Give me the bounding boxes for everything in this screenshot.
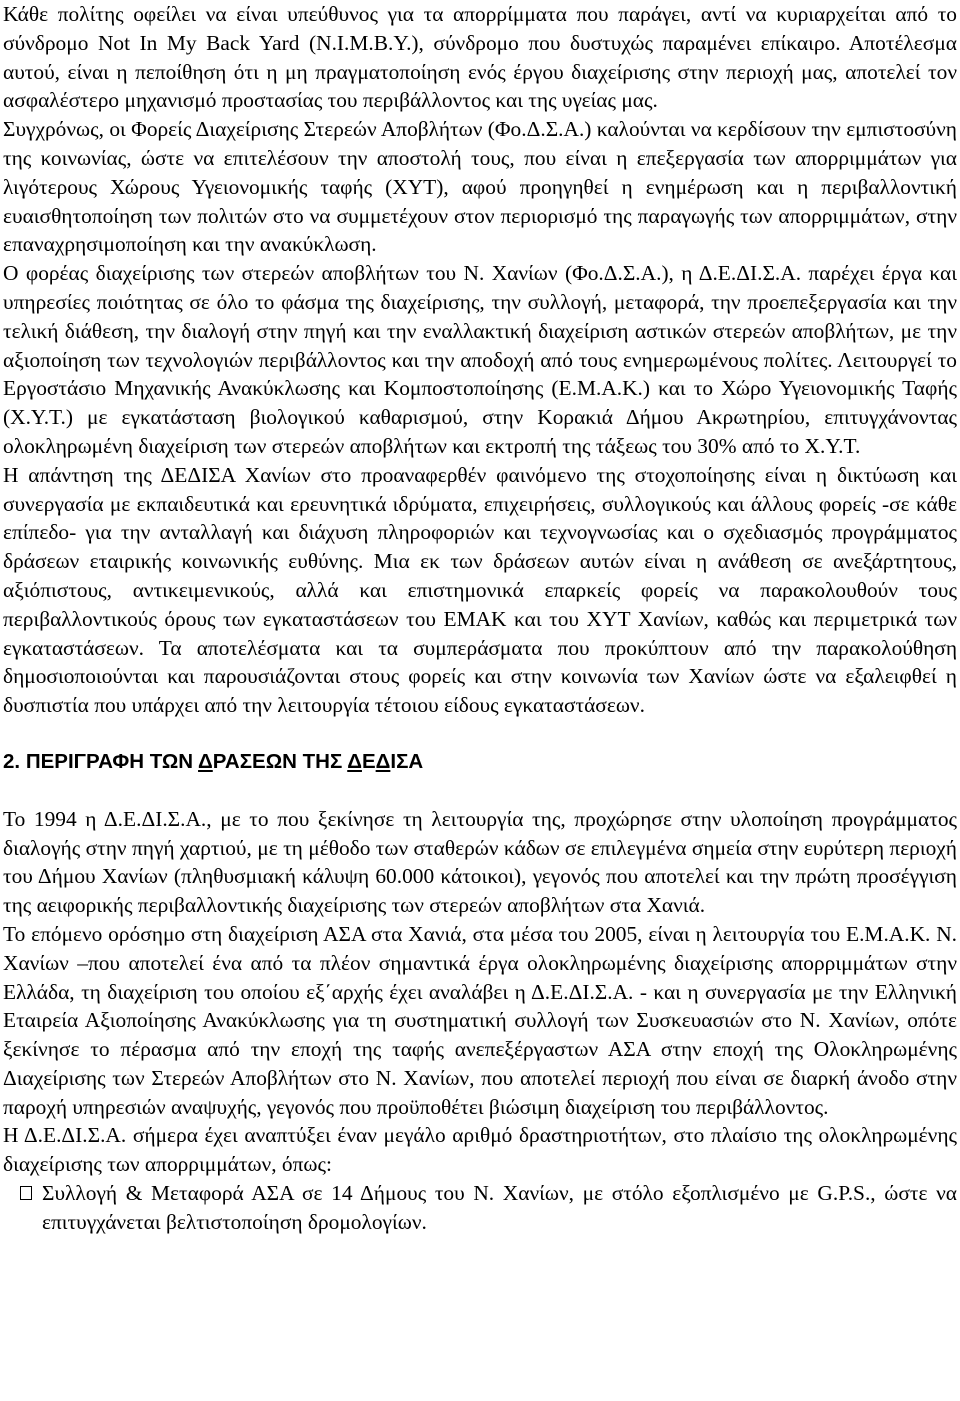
paragraph-emak-2005: Το επόμενο ορόσημο στη διαχείριση ΑΣΑ στα Χανιά, στα μέσα του 2005, είναι η λειτουργία του Ε.Μ.Α.Κ. Ν. Χανίων –που αποτελεί ένα από τα πλέον σημαντικά έργα ολοκληρωμένης διαχείρισης απορριμμάτων στην Ελλάδα, τη διαχείριση του οποίου εξ΄αρχής έχει αναλάβει η Δ.Ε.ΔΙ.Σ.Α. - και η συνεργασία με την Ελληνική Εταιρεία Αξιοποίησης Ανακύκλωσης για τη συστηματική συλλογή των Συσκευασιών στο Ν. Χανίων, οπότε ξεκίνησε το πέρασμα από την εποχή της ταφής ανεπεξέργαστων ΑΣΑ στην εποχή της Ολοκληρωμένης Διαχείρισης των Στερεών Αποβλήτων στο Ν. Χανίων, που αποτελεί περιοχή που είναι σε διαρκή άνοδο στην παροχή υπηρεσιών αναψυχής, γεγονός που προϋποθέτει βιώσιμη διαχείριση του περιβάλλοντος. bbox=[3, 921, 957, 1119]
section-title-mid2: Ε bbox=[361, 749, 376, 773]
list-item-text: Συλλογή & Μεταφορά ΑΣΑ σε 14 Δήμους του Ν. Χανίων, με στόλο εξοπλισμένο με G.P.S., ώστε να επιτυγχάνεται βελτιστοποίηση δρομολογίων. bbox=[42, 1181, 957, 1234]
section-title-suffix: ΙΣΑ bbox=[390, 749, 424, 773]
paragraph-activities-intro: Η Δ.Ε.ΔΙ.Σ.Α. σήμερα έχει αναπτύξει έναν μεγάλο αριθμό δραστηριοτήτων, στο πλαίσιο της ολοκληρωμένης διαχείρισης των απορριμμάτων, όπως: bbox=[3, 1123, 957, 1177]
section-title-prefix: ΠΕΡΙΓΡΑΦΗ ΤΩΝ bbox=[25, 749, 199, 773]
checkbox-bullet-icon bbox=[20, 1186, 32, 1200]
paragraph-nimby: Κάθε πολίτης οφείλει να είναι υπεύθυνος για τα απορρίμματα που παράγει, αντί να κυριαρχείται από το σύνδρομο Not In My Back Yard (N.I.M.B.Y.), σύνδρομο που δυστυχώς παραμένει επίκαιρο. Αποτέλεσμα αυτού, είναι η πεποίθηση ότι η μη πραγματοποίηση ενός έργου διαχείρισης στην περιοχή μας, αποτελεί τον ασφαλέστερο μηχανισμό προστασίας του περιβάλλοντος και της υγείας μας. bbox=[3, 2, 957, 113]
paragraph-dedisa-services: Ο φορέας διαχείρισης των στερεών αποβλήτων του Ν. Χανίων (Φο.Δ.Σ.Α.), η Δ.Ε.ΔΙ.Σ.Α. παρέχει έργα και υπηρεσίες ποιότητας σε όλο το φάσμα της διαχείρισης, την συλλογή, μεταφορά, την προεπεξεργασία και την τελική διάθεση, την διαλογή στην πηγή και την εναλλακτική διαχείριση αστικών στερεών αποβλήτων, με την αξιοποίηση των τεχνολογιών περιβάλλοντος και την αποδοχή από τους ενημερωμένους πολίτες. Λειτουργεί το Εργοστάσιο Μηχανικής Ανακύκλωσης και Κομποστοποίησης (Ε.Μ.Α.Κ.) και το Χώρο Υγειονομικής Ταφής (Χ.Υ.Τ.) με εγκατάσταση βιολογικού καθαρισμού, στην Κορακιά Δήμου Ακρωτηρίου, επιτυγχάνοντας ολοκληρωμένη διαχείριση των στερεών αποβλήτων και εκτροπή της τάξεως του 30% από το Χ.Υ.Τ. bbox=[3, 261, 957, 458]
paragraph-dedisa-response: Η απάντηση της ΔΕΔΙΣΑ Χανίων στο προαναφερθέν φαινόμενο της στοχοποίησης είναι η δικτύωση και συνεργασία με εκπαιδευτικά και ερευνητικά ιδρύματα, επιχειρήσεις, συλλογικούς και άλλους φορείς -σε κάθε επίπεδο- για την ανταλλαγή και διάχυση πληροφοριών και τεχνογνωσίας και ο σχεδιασμός προγράμματος δράσεων εταιρικής κοινωνικής ευθύνης. Μια εκ των δράσεων αυτών είναι η ανάθεση σε ανεξάρτητους, αξιόπιστους, αντικειμενικούς, αλλά και επιστημονικά επαρκείς φορείς να παρακολουθούν τους περιβαλλοντικούς όρους των εγκαταστάσεων του ΕΜΑΚ και του ΧΥΤ Χανίων, καθώς και περιμετρικά των εγκαταστάσεων. Τα αποτελέσματα και τα συμπεράσματα που προκύπτουν από την παρακολούθηση δημοσιοποιούνται και παρουσιάζονται στους φορείς και στην κοινωνία των Χανίων ώστε να εξαλειφθεί η δυσπιστία που υπάρχει από την λειτουργία τέτοιου είδους εγκαταστάσεων. bbox=[3, 462, 957, 718]
section-title-underlined-2: Δ bbox=[347, 749, 362, 773]
paragraph-fodsa-trust: Συγχρόνως, οι Φορείς Διαχείρισης Στερεών Αποβλήτων (Φο.Δ.Σ.Α.) καλούνται να κερδίσουν την εμπιστοσύνη της κοινωνίας, ώστε να επιτελέσουν την αποστολή τους, που είναι η επεξεργασία των απορριμμάτων για λιγότερους Χώρους Υγειονομικής ταφής (ΧΥΤ), αφού προηγηθεί η ενημέρωση και η περιβαλλοντική ευαισθητοποίηση των πολιτών στο να συμμετέχουν στον περιορισμό της παραγωγής των απορριμμάτων, στην επαναχρησιμοποίηση και την ανακύκλωση. bbox=[3, 117, 957, 257]
section-title-underlined-1: Δ bbox=[198, 749, 213, 773]
section-title-middle: ΡΑΣΕΩΝ ΤΗΣ bbox=[212, 749, 348, 773]
section-heading bbox=[3, 748, 957, 777]
section-number: 2. bbox=[3, 749, 21, 773]
activities-list bbox=[3, 1179, 957, 1237]
paragraph-1994: Το 1994 η Δ.Ε.ΔΙ.Σ.Α., με το που ξεκίνησε τη λειτουργία της, προχώρησε στην υλοποίηση προγράμματος διαλογής στην πηγή χαρτιού, με τη μέθοδο των σταθερών κάδων σε επιλεγμένα σημεία στην ευρύτερη περιοχή του Δήμου Χανίων (πληθυσμιακή κάλυψη 60.000 κάτοικοι), γεγονός που αποτελεί και την πρώτη προσέγγιση της αειφορικής περιβαλλοντικής διαχείρισης των στερεών αποβλήτων στα Χανιά. bbox=[3, 806, 957, 918]
section-title-underlined-3: Δ bbox=[375, 749, 391, 773]
list-item bbox=[19, 1179, 957, 1237]
